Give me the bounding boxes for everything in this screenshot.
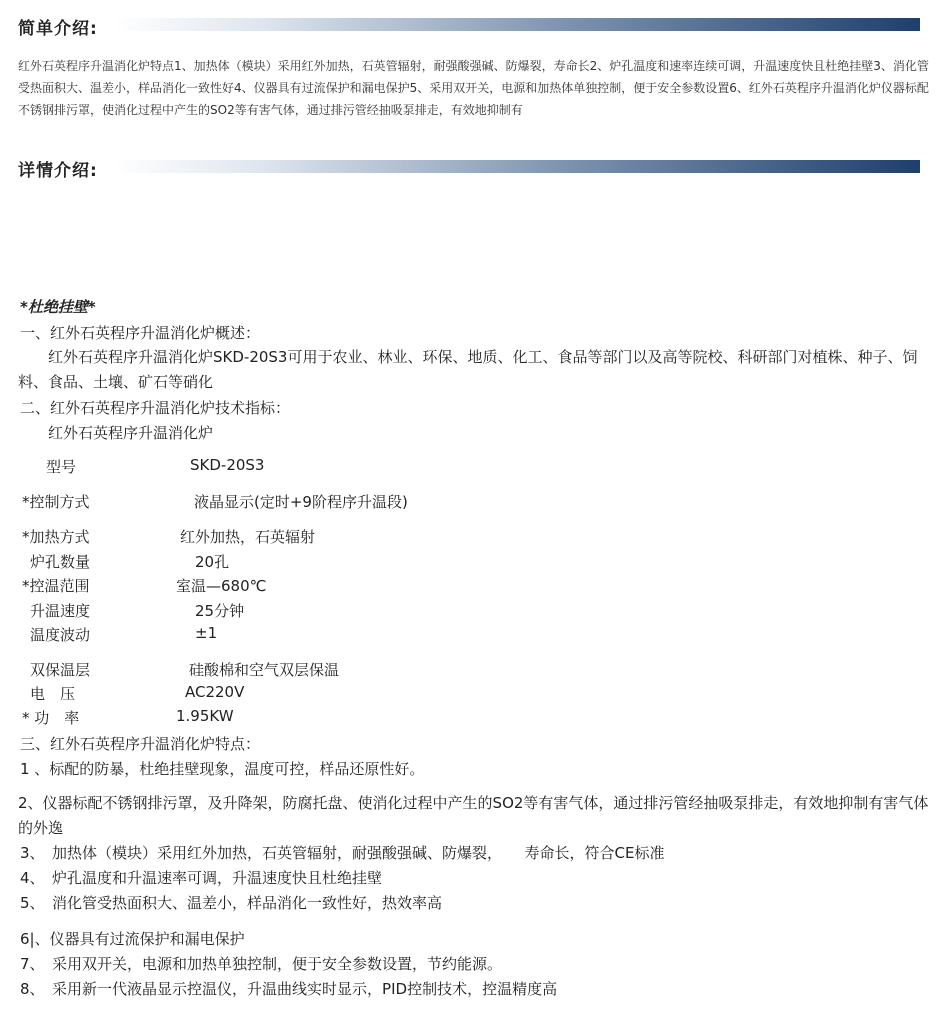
spec-label: 温度波动 (30, 626, 91, 644)
spec-label: *控温范围 (22, 577, 90, 595)
spec-value: 红外加热，石英辐射 (180, 528, 316, 546)
spec-value: 室温—680℃ (176, 577, 267, 595)
spec-value: ±1 (195, 624, 218, 642)
feature-item: 4、 炉孔温度和升温速率可调，升温速度快且杜绝挂壁 (20, 869, 383, 887)
header-gradient-bar (114, 18, 920, 31)
spec-label: *加热方式 (22, 528, 90, 546)
spec-label: 电 压 (30, 685, 76, 703)
spec-value: 25分钟 (195, 602, 245, 620)
emphasis-note: *杜绝挂壁* (20, 298, 96, 316)
detail-section-title: 详情介绍: (18, 161, 98, 181)
intro-paragraph: 红外石英程序升温消化炉特点1、加热体（模块）采用红外加热，石英管辐射，耐强酸强碱、防爆裂，寿命长2、炉孔温度和速率连续可调，升温速度快且杜绝挂壁3、消化管受热面积大、温差小，样品消化一致性好4、仪器具有过流保护和漏电保护5、采用双开关，电源和加热体单独控制，便于安全参数设置6、红外石英程序升温消化炉仪器标配不锈钢排污罩，使消化过程中产生的SO2等有害气体，通过排污管经抽吸泵排走，有效地抑制有 (18, 59, 929, 117)
feature-item: 8、 采用新一代液晶显示控温仪，升温曲线实时显示，PID控制技术，控温精度高 (20, 980, 558, 998)
spec-value: SKD-20S3 (190, 456, 265, 474)
spec-value: 硅酸棉和空气双层保温 (189, 661, 340, 679)
spec-label: 升温速度 (30, 602, 91, 620)
spec-label: 双保温层 (30, 661, 91, 679)
spec-label: 型号 (46, 458, 77, 476)
spec-label: *控制方式 (22, 493, 90, 511)
spec-value: 20孔 (195, 553, 230, 571)
feature-item: 1 、标配的防暴，杜绝挂壁现象，温度可控，样品还原性好。 (20, 760, 425, 778)
intro-section-header (18, 12, 920, 38)
specs-product-name: 红外石英程序升温消化炉 (48, 424, 214, 442)
feature-item: 6|、仪器具有过流保护和漏电保护 (20, 930, 245, 948)
spec-value: 液晶显示(定时+9阶程序升温段) (194, 493, 408, 511)
detail-section-header (18, 154, 920, 180)
feature-item: 3、 加热体（模块）采用红外加热，石英管辐射，耐强酸强碱、防爆裂， 寿命长，符合CE标准 (20, 844, 665, 862)
header-gradient-bar (114, 160, 920, 173)
overview-text: 红外石英程序升温消化炉SKD-20S3可用于农业、林业、环保、地质、化工、食品等部门以及高等院校、科研部门对植株、种子、饲料、食品、土壤、矿石等硝化 (18, 348, 918, 391)
features-heading: 三、红外石英程序升温消化炉特点： (20, 735, 261, 753)
feature-item: 7、 采用双开关，电源和加热单独控制，便于安全参数设置，节约能源。 (20, 955, 503, 973)
specs-heading: 二、红外石英程序升温消化炉技术指标： (20, 399, 291, 417)
overview-heading: 一、红外石英程序升温消化炉概述： (20, 324, 261, 342)
feature-item: 2、仪器标配不锈钢排污罩，及升降架，防腐托盘、使消化过程中产生的SO2等有害气体，通过排污管经抽吸泵排走，有效地抑制有害气体的外逸 (18, 794, 929, 837)
spec-value: 1.95KW (176, 707, 234, 725)
spec-label: * 功 率 (22, 709, 80, 727)
feature-item: 5、 消化管受热面积大、温差小，样品消化一致性好，热效率高 (20, 894, 443, 912)
spec-value: AC220V (185, 683, 245, 701)
intro-section-title: 简单介绍: (18, 19, 98, 39)
spec-label: 炉孔数量 (30, 553, 91, 571)
